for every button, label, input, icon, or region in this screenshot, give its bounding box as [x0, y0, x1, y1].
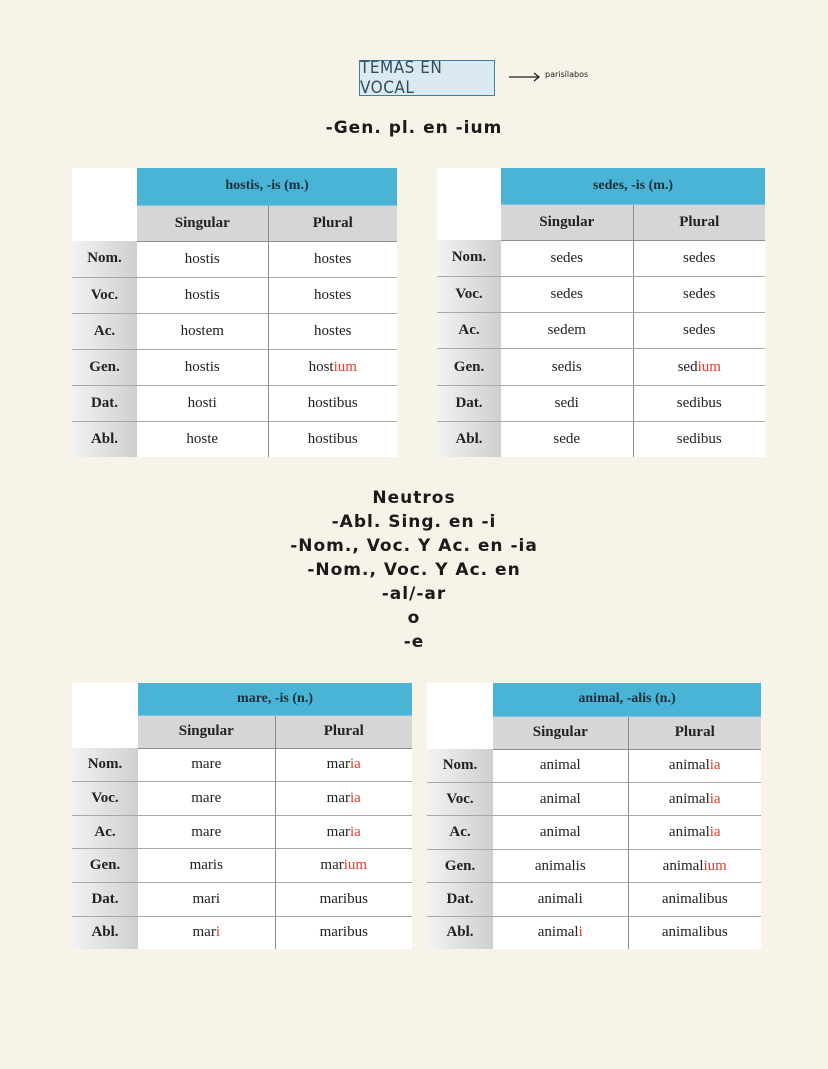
table-row — [72, 241, 397, 277]
neutros-line: o — [407, 608, 421, 628]
table-row — [72, 313, 397, 349]
singular-form: hosti — [137, 386, 268, 422]
singular-form: animali — [493, 883, 628, 916]
col-header-plural: Plural — [275, 715, 412, 748]
case-label: Abl. — [72, 916, 138, 949]
case-label: Ac. — [437, 313, 501, 349]
singular-form: maris — [138, 849, 275, 883]
plural-form: sedium — [633, 349, 765, 385]
plural-form: hostes — [268, 313, 397, 349]
neutros-line: -Nom., Voc. Y Ac. en — [307, 560, 521, 580]
case-label: Ac. — [72, 313, 137, 349]
singular-form: mari — [138, 883, 275, 917]
singular-form: hostis — [137, 349, 268, 385]
table-title: sedes, -is (m.) — [501, 168, 765, 204]
case-label: Abl. — [427, 916, 493, 949]
table-corner — [72, 168, 137, 241]
singular-form: mare — [138, 748, 275, 782]
case-label: Dat. — [72, 883, 138, 917]
case-label: Abl. — [437, 422, 501, 457]
singular-form: sedis — [501, 349, 633, 385]
plural-form: animalibus — [628, 916, 761, 949]
arrow-right-icon — [509, 70, 541, 84]
col-header-singular: Singular — [137, 205, 268, 241]
singular-form: hoste — [137, 422, 268, 457]
col-header-plural: Plural — [628, 716, 761, 749]
plural-form: maribus — [275, 883, 412, 917]
singular-form: sedes — [501, 276, 633, 312]
table-corner — [72, 683, 138, 748]
case-label: Gen. — [72, 349, 137, 385]
plural-form: hostes — [268, 241, 397, 277]
table-row — [72, 277, 397, 313]
table-corner — [427, 683, 493, 749]
table-row — [72, 883, 412, 917]
table-row — [427, 849, 761, 882]
singular-form: animal — [493, 782, 628, 815]
case-label: Ac. — [427, 816, 493, 849]
genitive-note: -Gen. pl. en -ium — [325, 118, 503, 138]
declension-table-sedes — [437, 168, 765, 457]
case-label: Voc. — [72, 782, 138, 816]
plural-form: animalia — [628, 749, 761, 782]
declension-table-animal — [427, 683, 761, 949]
declension-table-hostis — [72, 168, 397, 457]
table-row — [72, 386, 397, 422]
plural-form: animalia — [628, 782, 761, 815]
singular-form: animalis — [493, 849, 628, 882]
case-label: Nom. — [437, 240, 501, 276]
plural-form: sedibus — [633, 385, 765, 421]
neutros-notes — [0, 486, 828, 654]
singular-form: animal — [493, 816, 628, 849]
table-row — [427, 782, 761, 815]
plural-form: hostium — [268, 349, 397, 385]
case-label: Nom. — [427, 749, 493, 782]
plural-form: hostes — [268, 277, 397, 313]
case-label: Nom. — [72, 748, 138, 782]
col-header-plural: Plural — [633, 204, 765, 240]
table-row — [72, 422, 397, 457]
table-row — [437, 422, 765, 457]
table-row — [437, 385, 765, 421]
table-title: animal, -alis (n.) — [493, 683, 761, 716]
plural-form: maribus — [275, 916, 412, 949]
table-row — [427, 883, 761, 916]
case-label: Gen. — [437, 349, 501, 385]
table-row — [437, 313, 765, 349]
case-label: Nom. — [72, 241, 137, 277]
neutros-line: -Nom., Voc. Y Ac. en -ia — [290, 536, 538, 556]
table-row — [72, 916, 412, 949]
table-row — [72, 815, 412, 849]
case-label: Dat. — [427, 883, 493, 916]
table-title: hostis, -is (m.) — [137, 168, 397, 205]
plural-form: animalibus — [628, 883, 761, 916]
case-label: Voc. — [427, 782, 493, 815]
case-label: Voc. — [72, 277, 137, 313]
plural-form: maria — [275, 748, 412, 782]
table-corner — [437, 168, 501, 240]
plural-form: maria — [275, 782, 412, 816]
col-header-singular: Singular — [493, 716, 628, 749]
declension-table-mare — [72, 683, 412, 949]
neutros-line: -Abl. Sing. en -i — [331, 512, 497, 532]
neutros-line: -al/-ar — [381, 584, 447, 604]
singular-form: hostis — [137, 277, 268, 313]
neutros-line: -e — [403, 632, 425, 652]
singular-form: animal — [493, 749, 628, 782]
table-row — [427, 916, 761, 949]
singular-form: hostem — [137, 313, 268, 349]
case-label: Dat. — [437, 385, 501, 421]
plural-form: sedes — [633, 313, 765, 349]
arrow-note: parisílabos — [545, 70, 589, 79]
case-label: Gen. — [427, 849, 493, 882]
singular-form: mare — [138, 782, 275, 816]
singular-form: sedes — [501, 240, 633, 276]
case-label: Ac. — [72, 815, 138, 849]
singular-form: mari — [138, 916, 275, 949]
table-row — [72, 849, 412, 883]
table-row — [437, 276, 765, 312]
col-header-plural: Plural — [268, 205, 397, 241]
table-row — [72, 349, 397, 385]
section-title: TEMAS EN VOCAL — [359, 60, 495, 96]
table-row — [72, 782, 412, 816]
singular-form: hostis — [137, 241, 268, 277]
col-header-singular: Singular — [501, 204, 633, 240]
table-row — [72, 748, 412, 782]
plural-form: hostibus — [268, 422, 397, 457]
plural-form: maria — [275, 815, 412, 849]
table-row — [437, 349, 765, 385]
plural-form: hostibus — [268, 386, 397, 422]
neutros-line: Neutros — [372, 488, 456, 508]
table-row — [427, 816, 761, 849]
plural-form: animalia — [628, 816, 761, 849]
case-label: Dat. — [72, 386, 137, 422]
singular-form: mare — [138, 815, 275, 849]
plural-form: animalium — [628, 849, 761, 882]
singular-form: animali — [493, 916, 628, 949]
case-label: Abl. — [72, 422, 137, 457]
col-header-singular: Singular — [138, 715, 275, 748]
plural-form: sedes — [633, 276, 765, 312]
plural-form: sedes — [633, 240, 765, 276]
case-label: Gen. — [72, 849, 138, 883]
singular-form: sedi — [501, 385, 633, 421]
plural-form: marium — [275, 849, 412, 883]
plural-form: sedibus — [633, 422, 765, 457]
table-row — [427, 749, 761, 782]
table-title: mare, -is (n.) — [138, 683, 412, 715]
singular-form: sede — [501, 422, 633, 457]
singular-form: sedem — [501, 313, 633, 349]
table-row — [437, 240, 765, 276]
case-label: Voc. — [437, 276, 501, 312]
